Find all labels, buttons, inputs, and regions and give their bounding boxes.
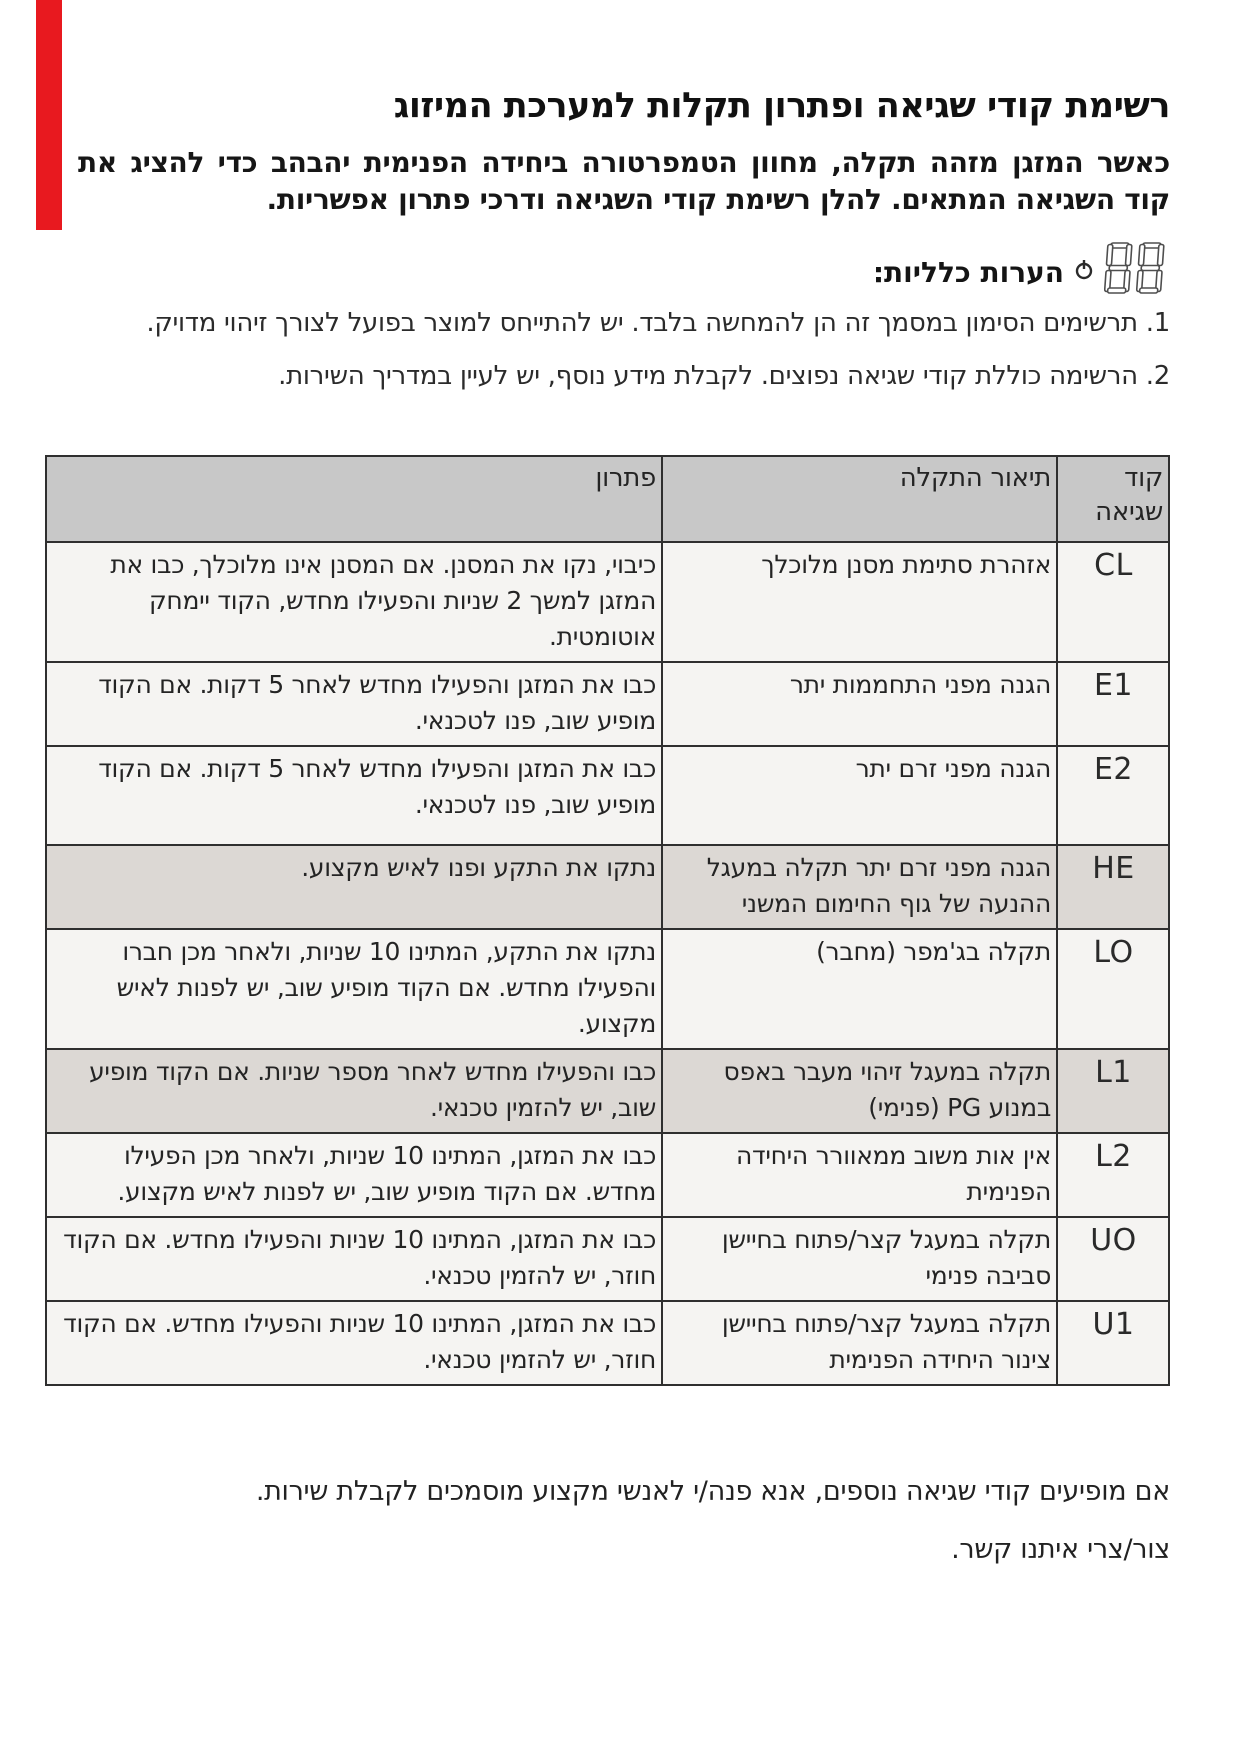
fault-description-cell: הגנה מפני זרם יתר	[662, 746, 1057, 845]
table-row	[46, 1217, 1169, 1301]
error-code-cell: U1	[1057, 1301, 1169, 1385]
error-code-cell: HE	[1057, 845, 1169, 929]
solution-cell: כיבוי, נקו את המסנן. אם המסנן אינו מלוכלך, כבו את המזגן למשך 2 שניות והפעילו מחדש, הקוד יימחק אוטומטית.	[46, 542, 662, 662]
solution-cell: נתקו את התקע ופנו לאיש מקצוע.	[46, 845, 662, 929]
table-row	[46, 1133, 1169, 1217]
fault-description-cell: תקלה במעגל זיהוי מעבר באפס במנוע PG (פנימי)	[662, 1049, 1057, 1133]
solution-cell: כבו והפעילו מחדש לאחר מספר שניות. אם הקוד מופיע שוב, יש להזמין טכנאי.	[46, 1049, 662, 1133]
error-code-cell: L1	[1057, 1049, 1169, 1133]
error-code-cell: E1	[1057, 662, 1169, 746]
table-row	[46, 1049, 1169, 1133]
table-header	[46, 456, 1169, 542]
error-code-cell: LO	[1057, 929, 1169, 1049]
table-row	[46, 1301, 1169, 1385]
general-notes-label: הערות כלליות:	[872, 255, 1064, 289]
error-code-cell: L2	[1057, 1133, 1169, 1217]
fault-description-cell: הגנה מפני התחממות יתר	[662, 662, 1057, 746]
fault-description-cell: הגנה מפני זרם יתר תקלה במעגל ההנעה של גוף החימום המשני	[662, 845, 1057, 929]
error-codes-table	[45, 455, 1170, 1386]
fault-description-cell: תקלה בג'מפר (מחבר)	[662, 929, 1057, 1049]
note-item-2: 2. הרשימה כוללת קודי שגיאה נפוצים. לקבלת מידע נוסף, יש לעיין במדריך השירות.	[278, 361, 1170, 391]
solution-cell: כבו את המזגן, המתינו 10 שניות והפעילו מחדש. אם הקוד חוזר, יש להזמין טכנאי.	[46, 1217, 662, 1301]
table-row	[46, 542, 1169, 662]
solution-cell: כבו את המזגן והפעילו מחדש לאחר 5 דקות. אם הקוד מופיע שוב, פנו לטכנאי.	[46, 662, 662, 746]
error-code-cell: UO	[1057, 1217, 1169, 1301]
table-row	[46, 746, 1169, 845]
header-fault-description: תיאור התקלה	[662, 456, 1057, 542]
general-notes-heading-row	[78, 242, 1170, 302]
solution-cell: כבו את המזגן, המתינו 10 שניות, ולאחר מכן הפעילו מחדש. אם הקוד מופיע שוב, יש לפנות לאיש מקצוע.	[46, 1133, 662, 1217]
power-icon	[1074, 259, 1094, 285]
error-code-cell: E2	[1057, 746, 1169, 845]
solution-cell: נתקו את התקע, המתינו 10 שניות, ולאחר מכן חברו והפעילו מחדש. אם הקוד מופיע שוב, יש לפנות לאיש מקצוע.	[46, 929, 662, 1049]
table-row	[46, 662, 1169, 746]
red-corner-bar	[36, 0, 62, 230]
solution-cell: כבו את המזגן, המתינו 10 שניות והפעילו מחדש. אם הקוד חוזר, יש להזמין טכנאי.	[46, 1301, 662, 1385]
header-solution: פתרון	[46, 456, 662, 542]
footer-line-2: צור/צרי איתנו קשר.	[951, 1534, 1170, 1565]
table-row	[46, 845, 1169, 929]
fault-description-cell: תקלה במעגל קצר/פתוח בחיישן סביבה פנימי	[662, 1217, 1057, 1301]
error-code-cell: CL	[1057, 542, 1169, 662]
fault-description-cell: אין אות משוב ממאוורר היחידה הפנימית	[662, 1133, 1057, 1217]
table-body	[46, 542, 1169, 1385]
fault-description-cell: תקלה במעגל קצר/פתוח בחיישן צינור היחידה הפנימית	[662, 1301, 1057, 1385]
solution-cell: כבו את המזגן והפעילו מחדש לאחר 5 דקות. אם הקוד מופיע שוב, פנו לטכנאי.	[46, 746, 662, 845]
document-content	[63, 0, 1170, 1568]
footer-note	[78, 1474, 1170, 1568]
fault-description-cell: אזהרת סתימת מסנן מלוכלך	[662, 542, 1057, 662]
footer-line-1: אם מופיעים קודי שגיאה נוספים, אנא פנה/י לאנשי מקצוע מוסמכים לקבלת שירות.	[255, 1476, 1170, 1507]
page-title: רשימת קודי שגיאה ופתרון תקלות למערכת המיזוג	[393, 86, 1170, 126]
table-header-row	[46, 456, 1169, 542]
intro-paragraph: כאשר המזגן מזהה תקלה, מחוון הטמפרטורה ביחידה הפנימית יהבהב כדי להציג את קוד השגיאה המתאים. להלן רשימת קודי השגיאה ודרכי פתרון אפשריות.	[78, 146, 1170, 216]
header-error-code: קוד שגיאה	[1057, 456, 1169, 542]
table-row	[46, 929, 1169, 1049]
seven-segment-88-display-icon	[1104, 240, 1170, 300]
note-item-1: 1. תרשימים הסימון במסמך זה הן להמחשה בלבד. יש להתייחס למוצר בפועל לצורך זיהוי מדויק.	[146, 308, 1170, 338]
